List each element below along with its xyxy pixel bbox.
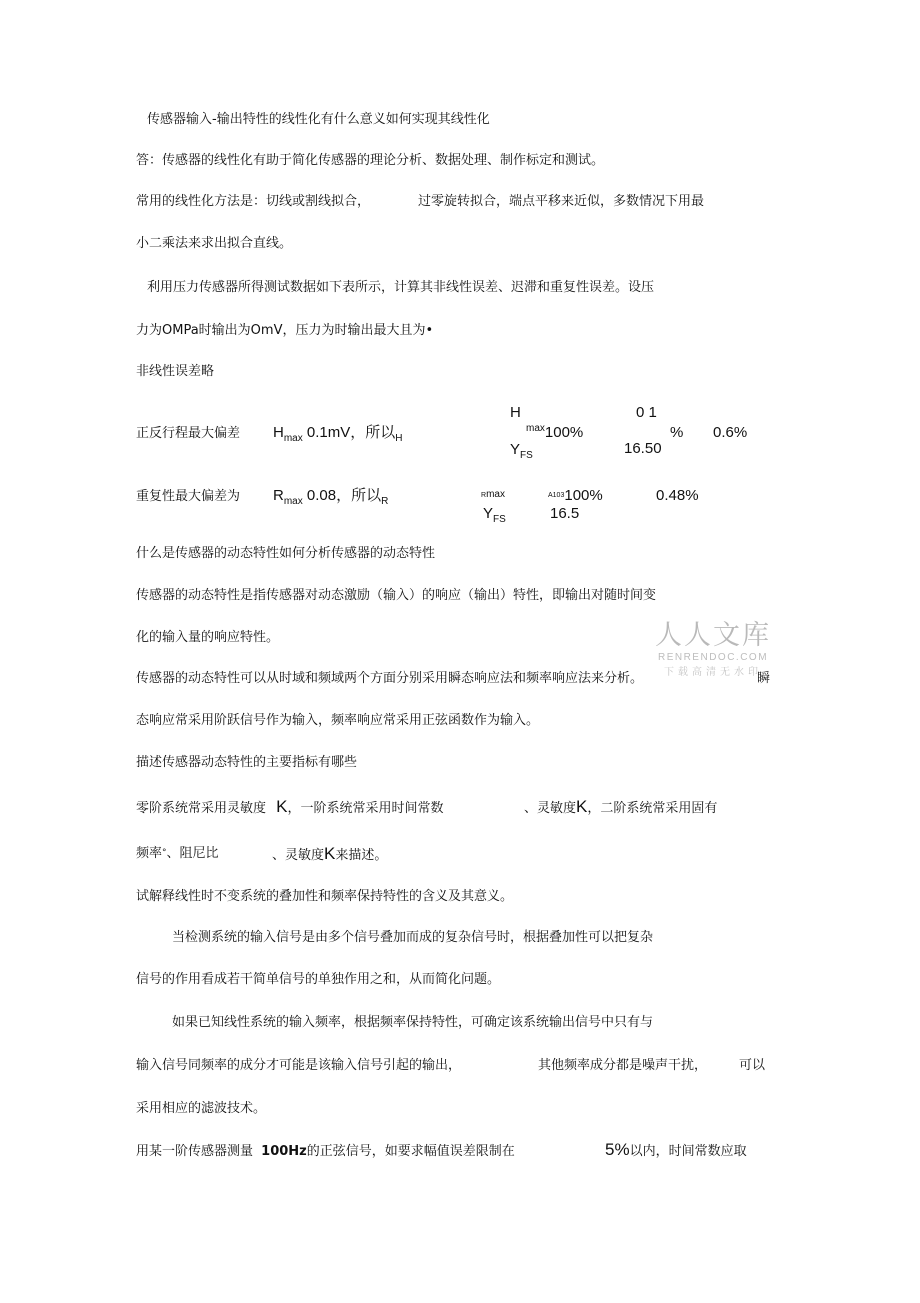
percent-sign: % [670, 424, 684, 441]
paragraph-line: 、灵敏度K来描述。 [272, 844, 388, 863]
paragraph-line: 可以 [739, 1058, 766, 1073]
fraction-numerator: Rmax [481, 489, 505, 500]
paragraph-line: 瞬 [757, 671, 771, 686]
paragraph-line: 小二乘法来求出拟合直线。 [136, 236, 293, 251]
fraction-numerator: H [510, 404, 521, 421]
paragraph-line: 输入信号同频率的成分才可能是该输入信号引起的输出， [136, 1058, 462, 1073]
fraction-percent: $^{A103}$100% [548, 487, 603, 504]
question-linearization: 传感器输入-输出特性的线性化有什么意义如何实现其线性化 [147, 112, 490, 127]
paragraph-line: 其他频率成分都是噪声干扰， [538, 1058, 708, 1073]
formula-lhs: $H_{max}$ 0.1mV，所以$_H$ [273, 424, 403, 444]
fraction-denominator: $Y_{FS}$ [483, 505, 506, 525]
paragraph-line: 传感器的动态特性可以从时域和频域两个方面分别采用瞬态响应法和频率响应法来分析。 [136, 671, 644, 686]
formula-result: 0.6% [713, 424, 748, 441]
paragraph-line: 常用的线性化方法是：切线或割线拟合， [136, 194, 371, 209]
fraction-denominator: $Y_{FS}$ [510, 441, 533, 461]
fraction-value-denominator: 16.50 [624, 440, 662, 457]
paragraph-line: 5%以内，时间常数应取 [605, 1140, 747, 1159]
paragraph-line: 频率°、阻尼比 [136, 846, 219, 861]
paragraph-line: 如果已知线性系统的输入频率，根据频率保持特性，可确定该系统输出信号中只有与 [172, 1015, 654, 1030]
paragraph-line: 零阶系统常采用灵敏度 K，一阶系统常采用时间常数 [136, 797, 444, 816]
paragraph-line: 化的输入量的响应特性。 [136, 630, 280, 645]
paragraph-line: 过零旋转拟合，端点平移来近似，多数情况下用最 [418, 194, 705, 209]
paragraph-line: 信号的作用看成若干简单信号的单独作用之和，从而简化问题。 [136, 972, 501, 987]
watermark-url: RENRENDOC.COM [657, 652, 769, 663]
fraction-value-numerator: 0 1 [636, 404, 657, 421]
paragraph-line: 当检测系统的输入信号是由多个信号叠加而成的复杂信号时，根据叠加性可以把复杂 [172, 930, 654, 945]
paragraph-line: 传感器的动态特性是指传感器对动态激励（输入）的响应（输出）特性，即输出对随时间变 [136, 588, 657, 603]
formula-lhs: $R_{max}$ 0.08，所以$_R$ [273, 487, 389, 507]
question-indicators: 描述传感器动态特性的主要指标有哪些 [136, 755, 358, 770]
formula-label: 重复性最大偏差为 [136, 489, 241, 504]
formula-result: 0.48% [656, 487, 699, 504]
answer-linearization: 答：传感器的线性化有助于简化传感器的理论分析、数据处理、制作标定和测试。 [136, 153, 605, 168]
watermark-logo [648, 620, 778, 680]
question-lti: 试解释线性时不变系统的叠加性和频率保持特性的含义及其意义。 [136, 889, 514, 904]
watermark-slogan: 下载高清无水印 [664, 667, 762, 678]
question-first-order: 用某一阶传感器测量 100Hz的正弦信号，如要求幅值误差限制在 [136, 1144, 515, 1159]
fraction-percent: $^{max}$100% [526, 423, 584, 441]
formula-label: 正反行程最大偏差 [136, 426, 241, 441]
question-dynamic: 什么是传感器的动态特性如何分析传感器的动态特性 [136, 546, 436, 561]
watermark-title: 人人文库 [655, 620, 771, 651]
paragraph-line: 力为OMPa时输出为OmV，压力为时输出最大且为• [136, 323, 434, 338]
paragraph-line: 采用相应的滤波技术。 [136, 1101, 267, 1116]
paragraph-line: 、灵敏度K，二阶系统常采用固有 [524, 797, 718, 816]
question-pressure-sensor: 利用压力传感器所得测试数据如下表所示，计算其非线性误差、迟滞和重复性误差。设压 [147, 280, 655, 295]
paragraph-line: 态响应常采用阶跃信号作为输入，频率响应常采用正弦函数作为输入。 [136, 713, 540, 728]
fraction-value-denominator: 16.5 [550, 505, 580, 522]
nonlinearity-note: 非线性误差略 [136, 364, 215, 379]
